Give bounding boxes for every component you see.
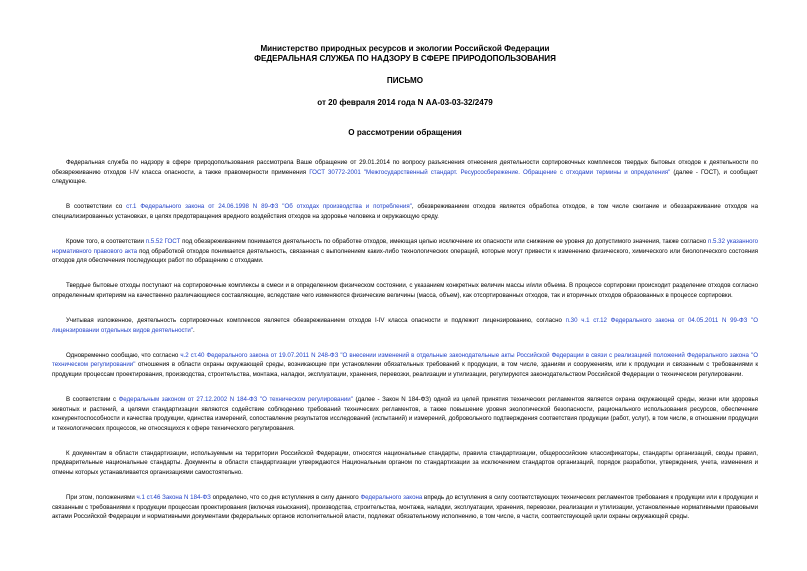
paragraph-text: В соответствии со: [66, 203, 127, 211]
paragraph-text: Кроме того, в соответствии: [66, 237, 146, 245]
legal-reference-link[interactable]: Федеральным законом от 27.12.2002 N 184-ФЗ "О техническом регулировании": [118, 395, 353, 403]
body-paragraph: [52, 237, 758, 266]
paragraph-text: отношения в области охраны окружающей среды, возникающие при установлении обязательных требований к продукции, в том числе, зданиям и сооружениям, или к продукции и связанным с требованиями к продукции процессам проектирования, производства, строительства, монтажа, наладки, эксплуатации, хранения, перевозки, реализации и утилизации, регулируются законодательством Российской Федерации о техническом регулировании.: [52, 361, 759, 378]
document-type: ПИСЬМО: [386, 76, 424, 85]
paragraph-text: под обезвреживанием понимается деятельность по обработке отходов, имеющая целью исключение их опасности или снижение ее уровня до допустимого значения, также согласно: [180, 237, 709, 245]
body-paragraph: [52, 395, 758, 433]
legal-reference-link[interactable]: ст.1 Федерального закона от 24.06.1998 N 89-ФЗ "Об отходах производства и потребления": [126, 203, 412, 211]
document-date-number: от 20 февраля 2014 года N АА-03-03-32/2479: [317, 98, 493, 107]
legal-reference-link[interactable]: п.5.32 указанного нормативного правового акта: [52, 237, 758, 255]
legal-reference-link[interactable]: ч.2 ст.40 Федерального закона от 19.07.2011 N 248-ФЗ "О внесении изменений в отдельные законодательные акты Российской Федерации в связи с реализацией положений Федерального закона "О техническом регулировании": [52, 351, 758, 369]
paragraph-text: определено, что со дня вступления в силу данного: [210, 494, 361, 502]
body-paragraph: [52, 493, 758, 522]
body-paragraph: [52, 281, 758, 300]
body-paragraph: [52, 351, 758, 380]
paragraph-text: впредь до вступления в силу соответствующих технических регламентов требования к продукции или к продукции и связанным с требованиями к продукции процессам проектирования (включая изыскания), производства, строительства, монтажа, наладки, эксплуатации, хранения, перевозки, реализации и утилизации, установленные нормативными правовыми актами Российской Федерации и нормативными документами федеральных органов исполнительной власти, подлежат обязательному исполнению, в том числе, в части, соответствующей цели охраны окружающей среды.: [52, 494, 758, 521]
paragraph-text: .: [192, 326, 195, 334]
paragraph-text: под обработкой отходов понимается деятельность, связанная с выполнением каких-либо технологических операций, которые могут привести к изменению физического, химического или биологического состояния отходов для обеспечения последующих работ по обращению с отходами.: [52, 247, 759, 265]
legal-reference-link[interactable]: п.30 ч.1 ст.12 Федерального закона от 04.05.2011 N 99-ФЗ "О лицензировании отдельных видов деятельности": [52, 316, 758, 334]
legal-reference-link[interactable]: Федерального закона: [360, 494, 423, 502]
paragraph-text: , обезвреживанием отходов является обработка отходов, в том числе сжигание и обеззараживание отходов на специализированных установках, в целях предотвращения вредного воздействия отходов на здоровье человека и окружающую среду.: [52, 203, 758, 220]
document-subject: О рассмотрении обращения: [348, 128, 462, 137]
legal-reference-link[interactable]: п.5.52 ГОСТ: [145, 237, 181, 245]
paragraph-text: К документам в области стандартизации, используемым на территории Российской Федерации, относятся национальные стандарты, правила стандартизации, общероссийские классификаторы, стандарты организаций, своды правил, предварительные национальные стандарты. Документы в области стандартизации утверждаются Национальным органом по стандартизации за исключением стандартов организаций, порядок разработки, утверждения, учета, изменения и отмены которых устанавливается организациями самостоятельно.: [52, 449, 758, 476]
paragraph-text: При этом, положениями: [66, 494, 137, 502]
legal-reference-link[interactable]: ГОСТ 30772-2001 "Межгосударственный стандарт. Ресурсосбережение. Обращение с отходами термины и определения": [309, 168, 671, 176]
ministry-name: Министерство природных ресурсов и экологии Российской Федерации: [260, 44, 550, 53]
body-paragraph: [52, 158, 758, 187]
paragraph-text: Учитывая изложенное, деятельность сортировочных комплексов является обезвреживанием отходов I-IV класса опасности и подлежит лицензированию, согласно: [66, 316, 566, 324]
body-paragraph: [52, 316, 758, 335]
legal-reference-link[interactable]: ч.1 ст.46 Закона N 184-ФЗ: [136, 494, 211, 502]
paragraph-text: В соответствии с: [66, 395, 119, 403]
paragraph-text: Твердые бытовые отходы поступают на сортировочные комплексы в смеси и в определенном физическом состоянии, с указанием конкретных величин массы и/или объема. В процессе сортировки происходит разделение отходов согласно определенным критериям на качественно различающиеся составляющие, вследствие чего изменяются физические величины (масса, объем), как отсортированных отходов, так и вторичных отходов образованных в процессе сортировки.: [52, 282, 758, 299]
body-paragraph: [52, 202, 758, 221]
letter-body: [52, 158, 758, 522]
paragraph-text: Федеральная служба по надзору в сфере природопользования рассмотрела Ваше обращение от 29.01.2014 по вопросу разъяснения отнесения деятельности сортировочных комплексов твердых бытовых отходов к деятельности по обезвреживанию отходов I-IV класса опасности, а также правомерности применения: [52, 159, 758, 176]
service-name: ФЕДЕРАЛЬНАЯ СЛУЖБА ПО НАДЗОРУ В СФЕРЕ ПРИРОДОПОЛЬЗОВАНИЯ: [254, 54, 556, 63]
paragraph-text: (далее - Закон N 184-ФЗ) одной из целей принятия технических регламентов является охрана окружающей среды, жизни или здоровья животных и растений, а целями стандартизации являются содействие соблюдению требований технических регламентов, а также повышение уровня экологической безопасности, рационального использования ресурсов, обеспечение конкурентоспособности и качества продукции, единства измерений, сопоставление результатов исследований (испытаний) и измерений, добровольного подтверждения соответствия продукции (работ, услуг), в том числе, в отношении продукции и технологических процессов, не относящихся к сфере технического регулирования.: [52, 395, 758, 432]
paragraph-text: Одновременно сообщаю, что согласно: [66, 351, 181, 359]
paragraph-text: (далее - ГОСТ), и сообщает следующее.: [52, 168, 758, 186]
body-paragraph: [52, 449, 758, 478]
